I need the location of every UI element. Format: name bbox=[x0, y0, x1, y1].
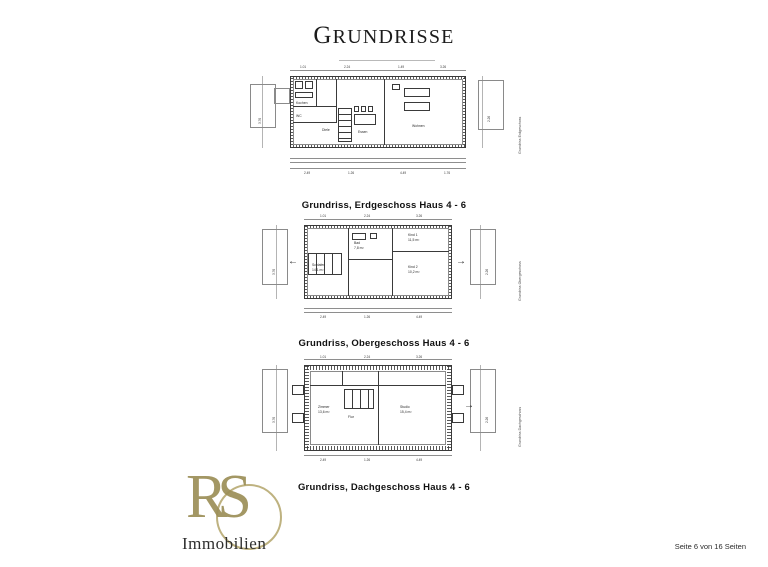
stair-run bbox=[344, 389, 374, 409]
dim-bottom-2: 1.26 bbox=[364, 458, 371, 462]
dim-top-3: 3.26 bbox=[416, 214, 423, 218]
room-area-kind2: 10,2 m² bbox=[408, 270, 420, 274]
dim-left-1: 3.76 bbox=[258, 117, 262, 124]
stair-step-3 bbox=[368, 389, 369, 409]
partition-c bbox=[293, 122, 337, 123]
partition-b bbox=[392, 228, 393, 296]
dormer-left-2 bbox=[292, 413, 304, 423]
inner-wall-outline bbox=[293, 79, 463, 145]
entrance-porch bbox=[274, 88, 290, 104]
dim-bottom-3: 4.49 bbox=[416, 458, 423, 462]
partition-e bbox=[384, 79, 385, 145]
dormer-right-1 bbox=[452, 385, 464, 395]
dim-top-1: 1.01 bbox=[320, 355, 327, 359]
wall-hatch-bottom bbox=[290, 145, 466, 148]
room-label-diele: Diele bbox=[322, 128, 330, 132]
partition-d bbox=[316, 79, 317, 106]
room-area-bad: 7,8 m² bbox=[354, 246, 364, 250]
side-note-erdgeschoss: Grundriss Erdgeschoss bbox=[518, 116, 522, 154]
wall-hatch-left bbox=[304, 365, 309, 451]
wall-hatch-right bbox=[463, 76, 466, 148]
room-label-essen: Essen bbox=[358, 130, 368, 134]
room-area-kind1: 11,5 m² bbox=[408, 238, 420, 242]
partition-b bbox=[310, 385, 378, 386]
partition-a bbox=[336, 79, 337, 123]
dimline-top bbox=[304, 359, 452, 360]
page-title-initial: G bbox=[313, 22, 333, 49]
dim-bottom-3: 4.49 bbox=[400, 171, 407, 175]
floorplan-dachgeschoss bbox=[232, 355, 532, 465]
page-title-rest: RUNDRISSE bbox=[332, 26, 455, 48]
stair-step-3 bbox=[338, 126, 352, 127]
side-note-dachgeschoss: Grundriss Dachgeschoss bbox=[518, 406, 522, 447]
wall-hatch-left bbox=[304, 225, 307, 299]
room-area-schlafen: 14,1 m² bbox=[312, 268, 324, 272]
dim-bottom-1: 2.49 bbox=[320, 315, 327, 319]
wall-hatch-bottom bbox=[304, 296, 452, 299]
partition-c bbox=[348, 259, 392, 260]
caption-obergeschoss: Grundriss, Obergeschoss Haus 4 - 6 bbox=[298, 338, 470, 349]
dim-left-1: 3.76 bbox=[272, 416, 276, 423]
dim-top-2: 2.24 bbox=[364, 214, 371, 218]
stair-step-5 bbox=[338, 138, 352, 139]
wall-hatch-top bbox=[304, 225, 452, 228]
stair-step-2 bbox=[360, 389, 361, 409]
leader-arrow-right: → bbox=[456, 256, 466, 267]
dormer-right-2 bbox=[452, 413, 464, 423]
chair-3 bbox=[368, 106, 373, 112]
room-label-kochen: Kochen bbox=[296, 101, 308, 105]
chair-1 bbox=[354, 106, 359, 112]
dimline-bottom bbox=[304, 455, 452, 456]
room-label-kind1: Kind 1 bbox=[408, 233, 418, 237]
sideboard bbox=[404, 102, 430, 111]
dim-top-3: 1.49 bbox=[398, 65, 405, 69]
partition-d bbox=[342, 371, 343, 385]
partition-d bbox=[392, 251, 449, 252]
dim-bottom-3: 4.49 bbox=[416, 315, 423, 319]
dimline-top bbox=[304, 219, 452, 220]
wall-hatch-bottom bbox=[304, 446, 452, 451]
leader-arrow-left: ← bbox=[288, 256, 298, 267]
left-dim-block bbox=[262, 229, 288, 285]
dormer-left-1 bbox=[292, 385, 304, 395]
dim-top-2: 2.24 bbox=[364, 355, 371, 359]
right-dim-block bbox=[478, 80, 504, 130]
dim-top-1: 1.01 bbox=[300, 65, 307, 69]
dim-top-1: 1.01 bbox=[320, 214, 327, 218]
counter bbox=[295, 92, 313, 98]
room-label-studio: Studio bbox=[400, 405, 410, 409]
dimline-bottom bbox=[290, 168, 466, 169]
room-area-studio: 15,4 m² bbox=[400, 410, 412, 414]
wall-hatch-left bbox=[290, 76, 293, 148]
stair-step-1 bbox=[338, 114, 352, 115]
kitchen-unit-1 bbox=[295, 81, 303, 89]
dimline-bottom bbox=[304, 308, 452, 309]
logo-wordmark: Immobilien bbox=[182, 534, 267, 553]
room-label-wc: WC bbox=[296, 114, 302, 118]
title-underline bbox=[339, 60, 435, 61]
wall-hatch-top bbox=[304, 365, 452, 370]
dimline-bottom-2 bbox=[304, 312, 452, 313]
wall-hatch-right bbox=[447, 365, 452, 451]
logo-monogram: RS bbox=[186, 463, 242, 531]
side-note-obergeschoss: Grundriss Obergeschoss bbox=[518, 261, 522, 301]
page-title bbox=[0, 22, 768, 50]
room-label-schlafen: Schlafen bbox=[312, 263, 326, 267]
left-dim-block bbox=[262, 369, 288, 433]
stair-step-3 bbox=[332, 253, 333, 275]
leader-arrow-right: → bbox=[464, 400, 474, 411]
dining-table bbox=[354, 114, 376, 125]
partition-c bbox=[378, 385, 446, 386]
partition-a bbox=[348, 228, 349, 296]
dim-right-1: 2.26 bbox=[485, 416, 489, 423]
room-label-bad: Bad bbox=[354, 241, 361, 245]
chair-2 bbox=[361, 106, 366, 112]
terrace-edge-2 bbox=[290, 162, 466, 163]
dim-bottom-1: 2.49 bbox=[304, 171, 311, 175]
dim-bottom-2: 1.26 bbox=[348, 171, 355, 175]
floorplan-obergeschoss bbox=[232, 213, 532, 323]
right-dim-block bbox=[470, 229, 496, 285]
page-footer: Seite 6 von 16 Seiten bbox=[674, 542, 746, 551]
stair-step-1 bbox=[352, 389, 353, 409]
armchair bbox=[392, 84, 400, 90]
dim-left-1: 3.76 bbox=[272, 268, 276, 275]
stair-step-2 bbox=[338, 120, 352, 121]
company-logo bbox=[180, 462, 300, 562]
kitchen-unit-2 bbox=[305, 81, 313, 89]
partition-b bbox=[293, 106, 337, 107]
left-dim-block bbox=[250, 84, 276, 128]
room-label-kind2: Kind 2 bbox=[408, 265, 418, 269]
sofa bbox=[404, 88, 430, 97]
dim-right-1: 2.26 bbox=[487, 115, 491, 122]
dim-bottom-2: 1.26 bbox=[364, 315, 371, 319]
room-label-wohnen: Wohnen bbox=[412, 124, 425, 128]
dim-bottom-4: 1.76 bbox=[444, 171, 451, 175]
dimline-top bbox=[290, 70, 466, 71]
dim-top-4: 3.26 bbox=[440, 65, 447, 69]
floorplan-erdgeschoss bbox=[232, 62, 532, 182]
dim-top-2: 2.24 bbox=[344, 65, 351, 69]
bathtub bbox=[352, 233, 366, 240]
dim-top-3: 3.26 bbox=[416, 355, 423, 359]
partition-a bbox=[378, 371, 379, 445]
dim-right-1: 2.26 bbox=[485, 268, 489, 275]
room-area-zimmer: 13,6 m² bbox=[318, 410, 330, 414]
dim-bottom-1: 2.49 bbox=[320, 458, 327, 462]
terrace-edge bbox=[290, 158, 466, 159]
wall-hatch-right bbox=[449, 225, 452, 299]
caption-erdgeschoss: Grundriss, Erdgeschoss Haus 4 - 6 bbox=[301, 200, 467, 211]
room-label-zimmer: Zimmer bbox=[318, 405, 330, 409]
caption-dachgeschoss: Grundriss, Dachgeschoss Haus 4 - 6 bbox=[297, 482, 471, 493]
stair-step-4 bbox=[338, 132, 352, 133]
room-label-flur: Flur bbox=[348, 415, 354, 419]
washbasin bbox=[370, 233, 377, 239]
